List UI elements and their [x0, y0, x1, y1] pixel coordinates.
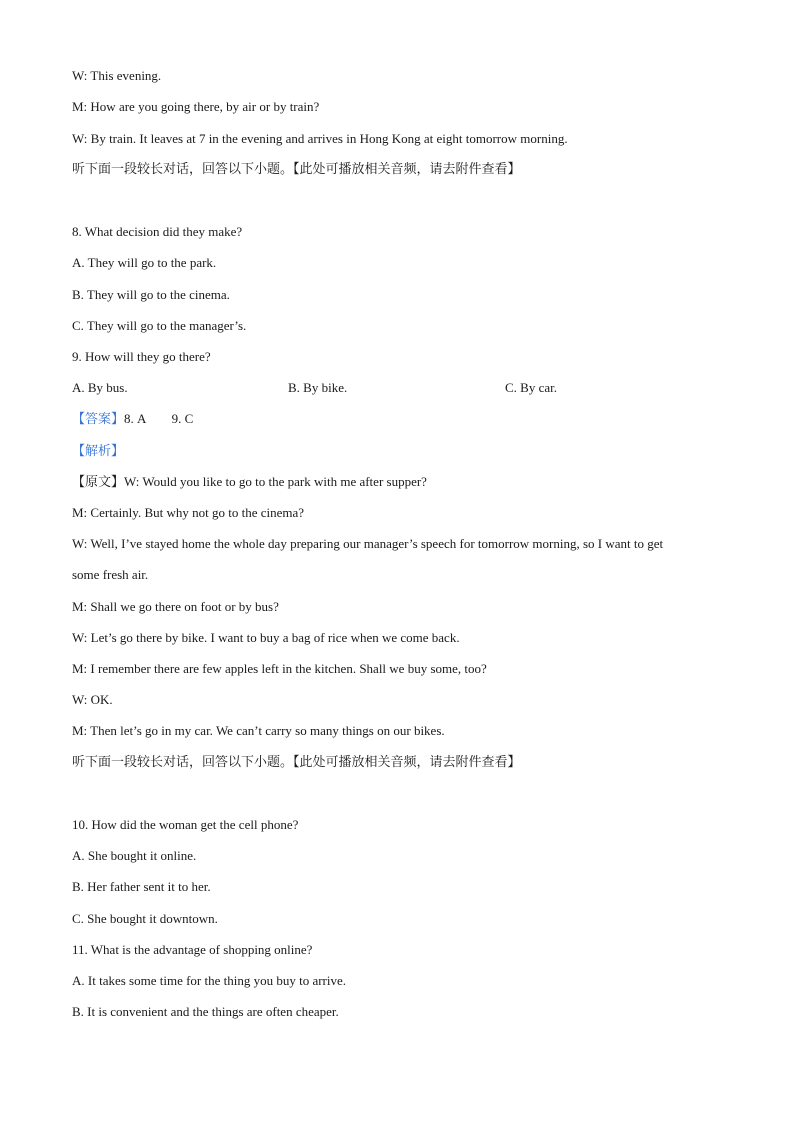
q8-question: 8. What decision did they make?: [72, 224, 243, 239]
original-line-2: M: Certainly. But why not go to the cinema?: [72, 505, 305, 520]
q8-option-a: A. They will go to the park.: [72, 255, 217, 270]
original-line-9: M: Then let’s go in my car. We can’t carry so many things on our bikes.: [72, 723, 445, 738]
q10-option-c: C. She bought it downtown.: [72, 911, 218, 926]
q10-option-b: B. Her father sent it to her.: [72, 879, 211, 894]
q9-option-c: C. By car.: [505, 380, 557, 395]
original-text-1: W: Would you like to go to the park with me after supper?: [124, 474, 427, 489]
answer-line: [72, 411, 193, 428]
original-line-4: some fresh air.: [72, 567, 149, 582]
q8-option-c: C. They will go to the manager’s.: [72, 318, 247, 333]
instruction-1: 听下面一段较长对话，回答以下小题。【此处可播放相关音频，请去附件查看】: [72, 162, 521, 177]
q11-option-a: A. It takes some time for the thing you buy to arrive.: [72, 973, 347, 988]
original-line-7: M: I remember there are few apples left in the kitchen. Shall we buy some, too?: [72, 661, 487, 676]
analysis-label: 【解析】: [72, 444, 125, 459]
q11-option-b: B. It is convenient and the things are often cheaper.: [72, 1004, 339, 1019]
q9-option-a: A. By bus.: [72, 380, 128, 395]
original-line-5: M: Shall we go there on foot or by bus?: [72, 599, 279, 614]
q9-question: 9. How will they go there?: [72, 349, 211, 364]
q10-question: 10. How did the woman get the cell phone?: [72, 817, 299, 832]
q9-option-b: B. By bike.: [288, 380, 348, 395]
prev-line-3: W: By train. It leaves at 7 in the evening and arrives in Hong Kong at eight tomorrow morning.: [72, 131, 568, 146]
original-line-3: W: Well, I’ve stayed home the whole day preparing our manager’s speech for tomorrow morning, so I want to get: [72, 536, 664, 551]
original-label: 【原文】: [72, 475, 125, 490]
original-line-1: [72, 474, 427, 491]
original-line-6: W: Let’s go there by bike. I want to buy a bag of rice when we come back.: [72, 630, 460, 645]
prev-line-1: W: This evening.: [72, 68, 162, 83]
q10-option-a: A. She bought it online.: [72, 848, 197, 863]
answer-value: 8. A 9. C: [124, 411, 194, 426]
q8-option-b: B. They will go to the cinema.: [72, 287, 230, 302]
original-line-8: W: OK.: [72, 692, 113, 707]
answer-label: 【答案】: [72, 412, 125, 427]
prev-line-2: M: How are you going there, by air or by train?: [72, 99, 320, 114]
q11-question: 11. What is the advantage of shopping online?: [72, 942, 313, 957]
instruction-2: 听下面一段较长对话，回答以下小题。【此处可播放相关音频，请去附件查看】: [72, 755, 521, 770]
analysis-line: [72, 443, 124, 460]
